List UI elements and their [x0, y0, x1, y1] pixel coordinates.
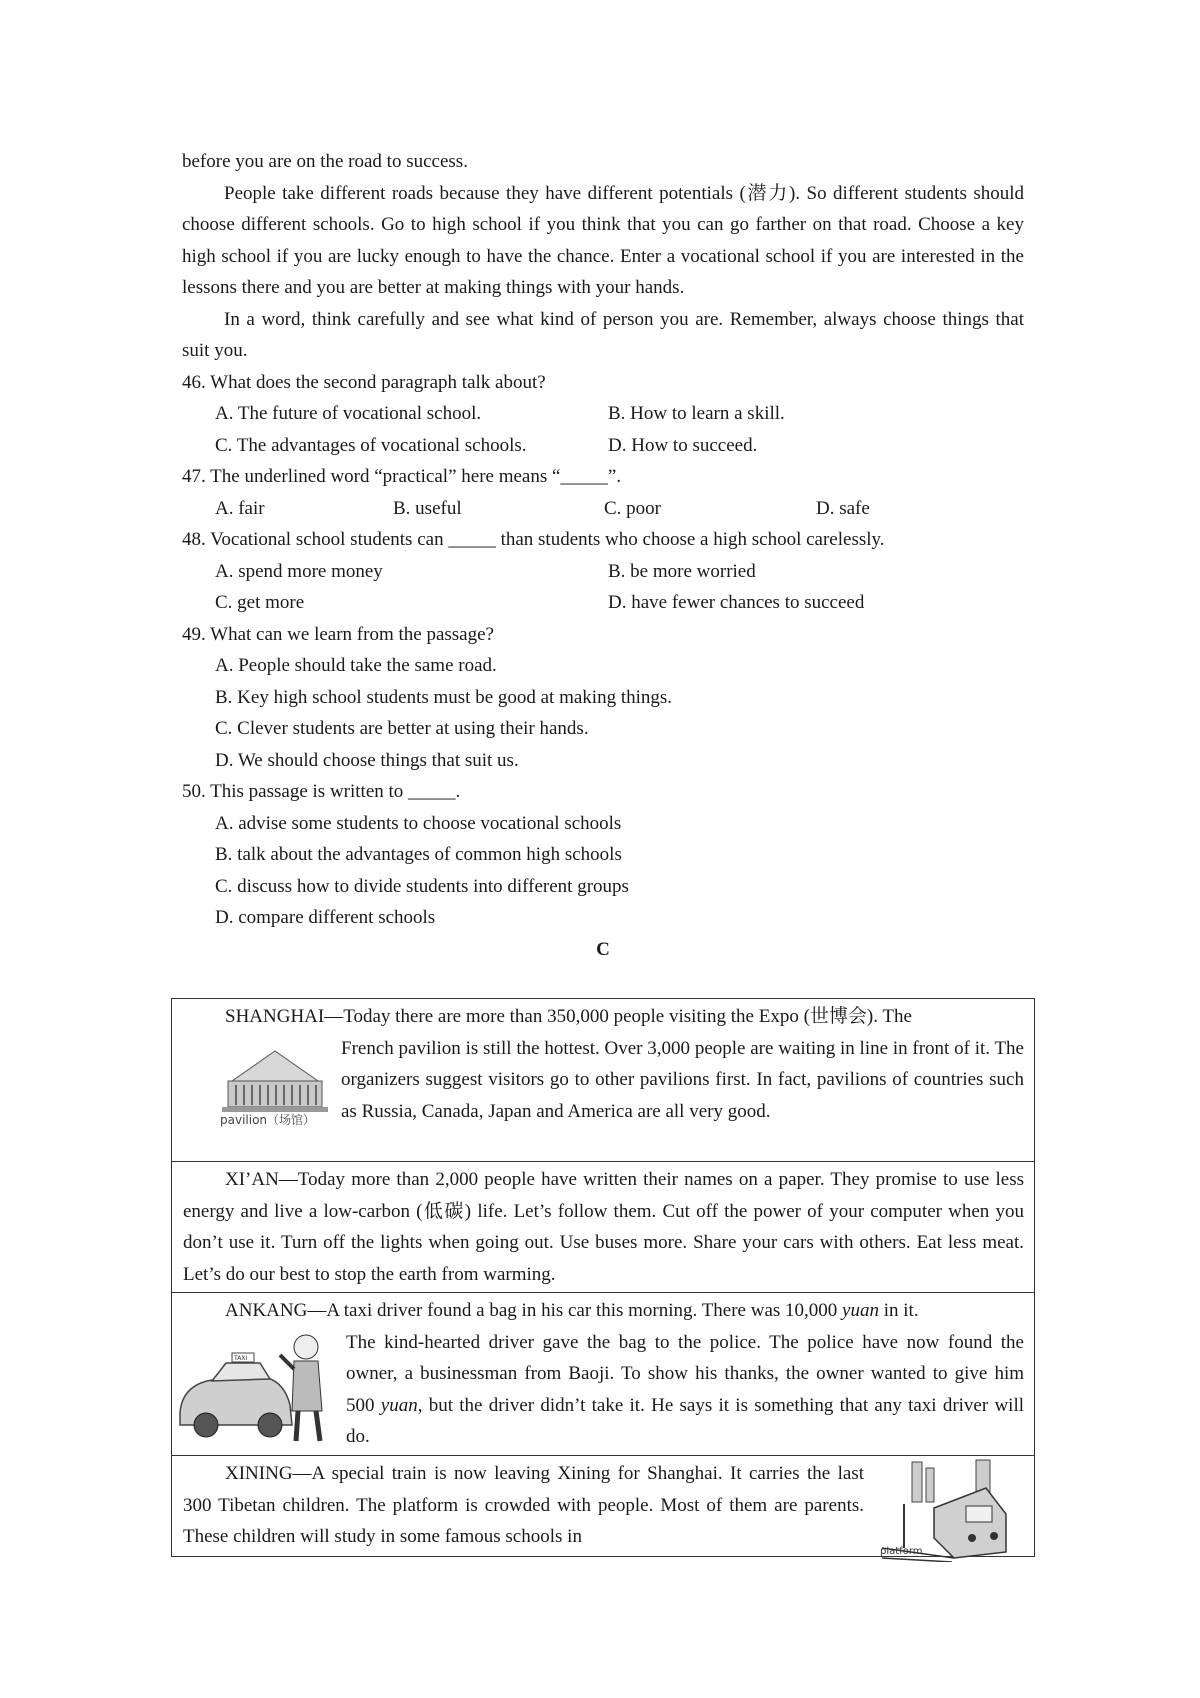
question-48-options-row-1: [182, 556, 1024, 588]
question-48-options-row-2: [182, 587, 1024, 619]
taxi-illustration: [172, 1325, 332, 1450]
option-48-a[interactable]: A. spend more money: [215, 560, 383, 582]
question-49: 49. What can we learn from the passage?: [182, 623, 494, 645]
taxi-driver-icon: [172, 1325, 332, 1450]
news-cell-shanghai: [172, 999, 1034, 1161]
pavilion-illustration: [210, 1041, 340, 1131]
passage-carry-line: before you are on the road to success.: [182, 151, 468, 172]
ankang-first-line: ANKANG—A taxi driver found a bag in his car this morning. There was 10,000 yuan in it.: [225, 1300, 919, 1321]
option-48-d[interactable]: D. have fewer chances to succeed: [608, 592, 865, 613]
shanghai-first-line: SHANGHAI—Today there are more than 350,000 people visiting the Expo (世博会). The: [225, 1006, 912, 1027]
option-48-c[interactable]: C. get more: [215, 592, 305, 613]
option-50-b[interactable]: B. talk about the advantages of common high schools: [215, 844, 622, 865]
option-46-b[interactable]: B. How to learn a skill.: [608, 403, 785, 424]
option-46-c[interactable]: C. The advantages of vocational schools.: [215, 434, 527, 456]
section-c-heading: C: [596, 938, 610, 960]
passage-paragraph-2: In a word, think carefully and see what kind of person you are. Remember, always choose things that suit you.: [182, 308, 1024, 361]
option-50-d[interactable]: D. compare different schools: [215, 907, 436, 928]
news-cell-ankang: [172, 1292, 1034, 1455]
question-48: 48. Vocational school students can _____ than students who choose a high school carelessly.: [182, 529, 885, 550]
option-47-c[interactable]: C. poor: [604, 497, 661, 519]
question-46: 46. What does the second paragraph talk about?: [182, 371, 546, 393]
option-49-a[interactable]: A. People should take the same road.: [215, 655, 497, 676]
option-46-a[interactable]: A. The future of vocational school.: [215, 403, 482, 424]
question-47-options: [182, 493, 1024, 525]
train-illustration: [874, 1458, 1024, 1562]
question-46-options-row-2: [182, 430, 1024, 462]
option-46-d[interactable]: D. How to succeed.: [608, 434, 758, 456]
news-table: [171, 998, 1035, 1557]
question-50: 50. This passage is written to _____.: [182, 781, 461, 802]
option-47-a[interactable]: A. fair: [215, 497, 265, 519]
option-50-a[interactable]: A. advise some students to choose vocational schools: [215, 812, 622, 834]
worksheet-page: [182, 146, 1024, 965]
news-cell-xining: [172, 1455, 1034, 1556]
option-49-d[interactable]: D. We should choose things that suit us.: [215, 749, 519, 771]
news-cell-xian: [172, 1161, 1034, 1292]
xian-text: XI’AN—Today more than 2,000 people have written their names on a paper. They promise to use less energy and live a low-carbon (低碳) life. Let’s follow them. Cut off the power of your computer when you don’t use it. Turn off the lights when going out. Use buses more. Share your cars with others. Eat less meat. Let’s do our best to stop the earth from warming.: [183, 1169, 1024, 1285]
question-46-options-row-1: [182, 398, 1024, 430]
option-49-b[interactable]: B. Key high school students must be good at making things.: [215, 686, 673, 708]
taxi-sign-text: TAXI: [234, 1355, 248, 1362]
xining-text: XINING—A special train is now leaving Xining for Shanghai. It carries the last 300 Tibetan children. The platform is crowded with people. Most of them are parents. These children will study in some famous schools in: [183, 1463, 864, 1547]
ankang-wrapped-text: The kind-hearted driver gave the bag to the police. The police have now found the owner, a businessman from Baoji. To show his thanks, the owner wanted to give him 500 yuan, but the driver didn’t take it. He says it is something that any taxi driver will do.: [346, 1331, 1025, 1447]
passage-paragraph-1: People take different roads because they have different potentials (潜力). So different students should choose different schools. Go to high school if you think that you can go farther on that road. Choose a key high school if you are lucky enough to have the chance. Enter a vocational school if you are interested in the lessons there and you are better at making things with your hands.: [182, 182, 1024, 298]
option-50-c[interactable]: C. discuss how to divide students into different groups: [215, 875, 629, 897]
option-47-d[interactable]: D. safe: [816, 497, 870, 519]
pavilion-caption: pavilion（场馆）: [220, 1113, 316, 1127]
question-47: 47. The underlined word “practical” here means “_____”.: [182, 466, 622, 487]
shanghai-wrapped-text: French pavilion is still the hottest. Over 3,000 people are waiting in line in front of it. The organizers suggest visitors go to other pavilions first. In fact, pavilions of countries such as Russia, Canada, Japan and America are all very good.: [341, 1037, 1024, 1122]
option-48-b[interactable]: B. be more worried: [608, 560, 756, 582]
platform-caption: platform: [880, 1546, 923, 1557]
option-49-c[interactable]: C. Clever students are better at using their hands.: [215, 718, 589, 739]
option-47-b[interactable]: B. useful: [393, 497, 462, 519]
